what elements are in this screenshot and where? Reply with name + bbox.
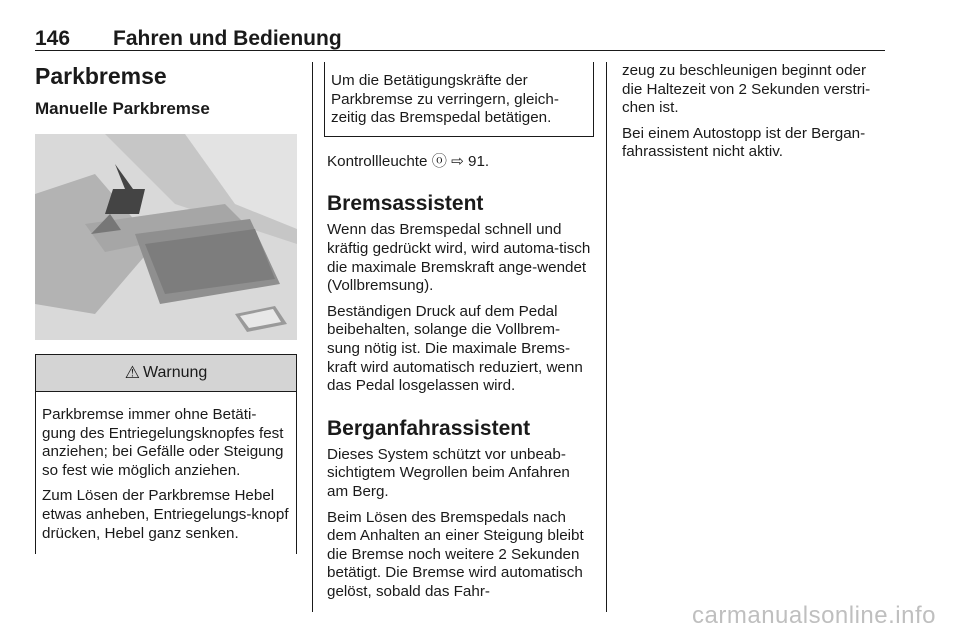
berganfahrassistent-paragraph: Dieses System schützt vor unbeab-sichtigtem Wegrollen beim Anfahren am Berg. <box>327 445 570 500</box>
warning-header <box>36 354 296 392</box>
continued-paragraph: zeug zu beschleunigen beginnt oder die Haltezeit von 2 Sekunden verstri-chen ist. <box>622 62 871 117</box>
column-divider <box>312 62 313 612</box>
bremsassistent-title: Bremsassistent <box>327 192 484 216</box>
berganfahrassistent-paragraph: Beim Lösen des Bremspedals nach dem Anhalten an einer Steigung bleibt die Bremse noch weitere 2 Sekunden betätigt. Die Bremse wird automatisch gelöst, sobald das Fahr- <box>327 508 584 600</box>
note-text: Um die Betätigungskräfte der Parkbremse zu verringern, gleich-zeitig das Bremspedal betätigen. <box>331 72 559 127</box>
section-title: Parkbremse <box>35 63 167 89</box>
page-number: 146 <box>35 27 71 50</box>
warning-label: Warnung <box>142 364 208 381</box>
berganfahrassistent-title: Berganfahrassistent <box>327 416 531 440</box>
chapter-title: Fahren und Bedienung <box>113 27 342 50</box>
warning-paragraph: Parkbremse immer ohne Betäti-gung des Entriegelungsknopfes fest anziehen; bei Gefälle oder Steigung so fest wie möglich anziehen. <box>42 406 284 479</box>
warning-paragraph: Zum Lösen der Parkbremse Hebel etwas anheben, Entriegelungs-knopf drücken, Hebel ganz senken. <box>42 487 289 542</box>
autostopp-paragraph: Bei einem Autostopp ist der Bergan-fahrassistent nicht aktiv. <box>622 124 866 161</box>
column-1 <box>35 62 297 554</box>
column-divider <box>606 62 607 612</box>
bremsassistent-paragraph: Wenn das Bremspedal schnell und kräftig gedrückt wird, wird automa-tisch die maximale Bremskraft ange-wendet (Vollbremsung). <box>327 221 591 295</box>
warning-box <box>35 354 297 554</box>
parking-brake-illustration <box>35 134 297 340</box>
column-3 <box>622 62 887 169</box>
page-header <box>35 28 885 51</box>
subsection-title: Manuelle Parkbremse <box>35 99 210 118</box>
note-box <box>324 62 594 137</box>
warning-triangle-icon: ⚠ <box>124 363 140 382</box>
watermark: carmanualsonline.info <box>692 602 936 629</box>
column-2 <box>327 62 592 608</box>
indicator-reference: Kontrollleuchte ⓞ ⇨ 91. <box>327 152 490 170</box>
bremsassistent-paragraph: Beständigen Druck auf dem Pedal beibehalten, solange die Vollbrem-sung nötig ist. Die maximale Brems-kraft wird automatisch reduziert, wenn das Pedal losgelassen wird. <box>327 302 583 395</box>
